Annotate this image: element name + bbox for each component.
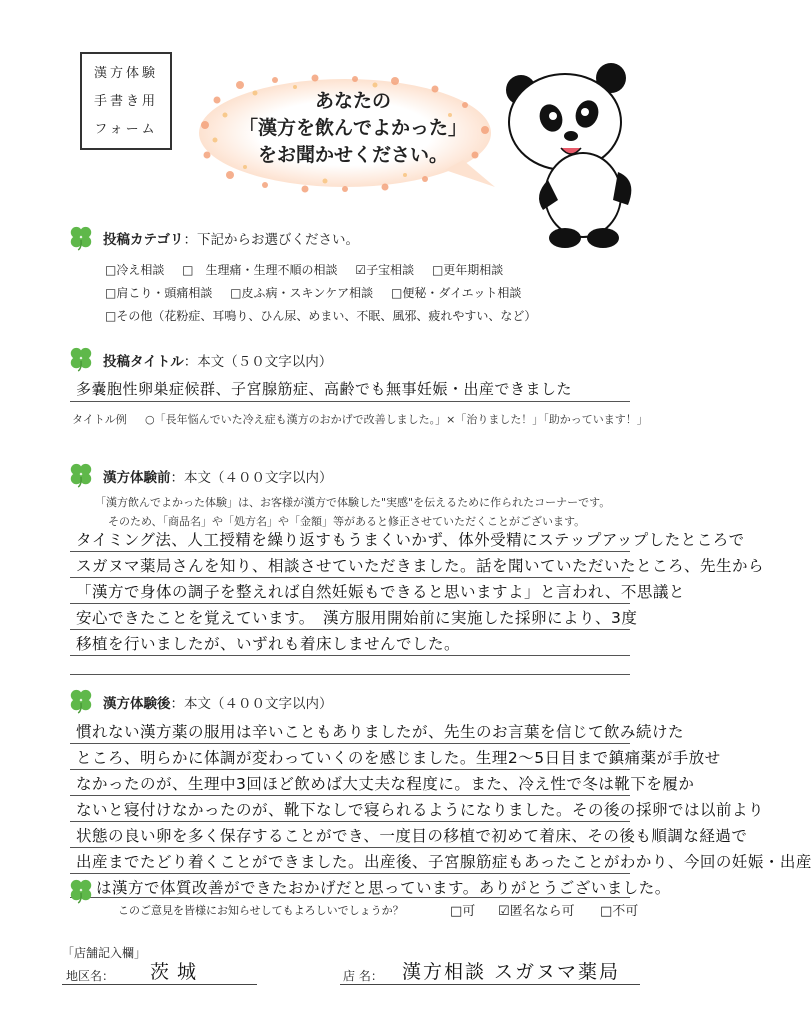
before-line-2: スガヌマ薬局さんを知り、相談させていただきました。話を聞いていただいたところ、先生から bbox=[76, 557, 765, 575]
after-line-1: 慣れない漢方薬の服用は辛いこともありましたが、先生のお言葉を信じて飲み続けた bbox=[76, 723, 685, 741]
post-title-title: 投稿タイトル bbox=[103, 354, 184, 370]
ruled-line bbox=[70, 769, 630, 770]
bubble-line-3: をお聞かせください。 bbox=[257, 144, 448, 166]
after-line-7: は漢方で体質改善ができたおかげだと思っています。ありがとうございました。 bbox=[96, 879, 671, 897]
before-note-1: 「漢方飲んでよかった体験」は、お客様が漢方で体験した"実感"を伝えるために作られたコーナーです。 bbox=[95, 496, 611, 509]
before-heading bbox=[103, 466, 333, 486]
ruled-line bbox=[70, 674, 630, 675]
ruled-line bbox=[70, 821, 630, 822]
before-title: 漢方体験前 bbox=[103, 470, 171, 486]
ruled-line bbox=[70, 873, 630, 874]
clover-icon bbox=[68, 878, 94, 904]
store-label: 店 名： bbox=[343, 969, 383, 983]
before-sub: ：本文（４００文字以内） bbox=[170, 470, 333, 486]
category-option-skin[interactable]: □皮ふ病・スキンケア相談 bbox=[230, 286, 374, 300]
post-title-handwritten[interactable]: 多嚢胞性卵巣症候群、子宮腺筋症、高齢でも無事妊娠・出産できました bbox=[76, 380, 573, 398]
category-heading bbox=[103, 228, 359, 248]
clover-icon bbox=[68, 462, 94, 488]
store-header: 「店舗記入欄」 bbox=[62, 946, 147, 960]
panda-mascot-icon bbox=[503, 60, 638, 250]
category-row-1 bbox=[105, 261, 517, 278]
area-value[interactable]: 茨城 bbox=[150, 961, 205, 983]
ruled-line bbox=[70, 551, 630, 552]
after-sub: ：本文（４００文字以内） bbox=[170, 696, 333, 712]
consent-option-no[interactable]: □不可 bbox=[600, 904, 639, 919]
bubble-text bbox=[218, 88, 488, 169]
before-line-1: タイミング法、人工授精を繰り返すもうまくいかず、体外受精にステップアップしたところで bbox=[76, 531, 745, 549]
ruled-line bbox=[70, 629, 630, 630]
bubble-line-2: 「漢方を飲んでよかった」 bbox=[238, 117, 467, 139]
before-line-3: 「漢方で身体の調子を整えれば自然妊娠もできると思いますよ」と言われ、不思議と bbox=[76, 583, 685, 601]
ruled-line bbox=[70, 847, 630, 848]
form-label-line-2: 手書き用 bbox=[93, 94, 158, 109]
category-option-fertility[interactable]: ☑子宝相談 bbox=[355, 263, 415, 277]
title-example-text: ○「長年悩んでいた冷え症も漢方のおかげで改善しました。」×「治りました！」「助かっています！」 bbox=[145, 413, 648, 426]
ruled-line bbox=[70, 897, 630, 898]
consent-option-anonymous[interactable]: ☑匿名なら可 bbox=[498, 904, 575, 919]
ruled-line bbox=[70, 655, 630, 656]
ruled-line bbox=[70, 743, 630, 744]
title-example-label: タイトル例 bbox=[72, 413, 127, 426]
category-row-3 bbox=[105, 307, 550, 324]
ruled-line bbox=[70, 795, 630, 796]
post-title-sub: ：本文（５０文字以内） bbox=[183, 354, 333, 370]
category-option-menstrual[interactable]: □ 生理痛・生理不順の相談 bbox=[182, 263, 338, 277]
form-label-box bbox=[80, 52, 172, 150]
bubble-line-1: あなたの bbox=[314, 90, 391, 112]
ruled-line bbox=[70, 603, 630, 604]
form-label-line-3: フォーム bbox=[94, 122, 158, 137]
area-label: 地区名： bbox=[66, 969, 115, 983]
area-underline bbox=[62, 984, 257, 985]
form-label-line-1: 漢方体験 bbox=[93, 66, 158, 81]
after-line-2: ところ、明らかに体調が変わっていくのを感じました。生理2～5日目まで鎮痛薬が手放せ bbox=[76, 749, 721, 767]
category-instruction: ：下記からお選びください。 bbox=[183, 232, 359, 248]
post-title-heading bbox=[103, 350, 332, 370]
before-line-4: 安心できたことを覚えています。 漢方服用開始前に実施した採卵により、3度 bbox=[76, 609, 638, 627]
after-heading bbox=[103, 692, 333, 712]
category-option-menopause[interactable]: □更年期相談 bbox=[431, 263, 504, 277]
category-option-other[interactable]: □その他（花粉症、耳鳴り、ひん尿、めまい、不眠、風邪、疲れやすい、など） bbox=[105, 309, 537, 323]
ruled-line bbox=[70, 401, 630, 402]
store-underline bbox=[340, 984, 640, 985]
consent-option-yes[interactable]: □可 bbox=[450, 904, 476, 919]
clover-icon bbox=[68, 688, 94, 714]
after-line-6: 出産までたどり着くことができました。出産後、子宮腺筋症もあったことがわかり、今回の妊娠・出産 bbox=[76, 853, 812, 871]
clover-icon bbox=[68, 346, 94, 372]
category-option-shoulder[interactable]: □肩こり・頭痛相談 bbox=[105, 286, 213, 300]
before-line-5: 移植を行いましたが、いずれも着床しませんでした。 bbox=[76, 635, 461, 653]
before-note-2: そのため、「商品名」や「処方名」や「金額」等があると修正させていただくことがございます。 bbox=[108, 515, 586, 528]
category-row-2 bbox=[105, 284, 535, 301]
store-value[interactable]: 漢方相談 スガヌマ薬局 bbox=[402, 961, 621, 983]
after-line-3: なかったのが、生理中3回ほど飲めば大丈夫な程度に。また、冷え性で冬は靴下を履か bbox=[76, 775, 695, 793]
clover-icon bbox=[68, 225, 94, 251]
category-option-chill[interactable]: □冷え相談 bbox=[105, 263, 165, 277]
after-line-5: 状態の良い卵を多く保存することができ、一度目の移植で初めて着床、その後も順調な経過で bbox=[76, 827, 748, 845]
category-option-constipation[interactable]: □便秘・ダイエット相談 bbox=[390, 286, 522, 300]
after-title: 漢方体験後 bbox=[103, 696, 171, 712]
consent-question: このご意見を皆様にお知らせしてもよろしいでしょうか？ bbox=[118, 904, 404, 917]
category-title: 投稿カテゴリ bbox=[103, 232, 184, 248]
ruled-line bbox=[70, 577, 630, 578]
after-line-4: ないと寝付けなかったのが、靴下なしで寝られるようになりました。その後の採卵では以前より bbox=[76, 801, 765, 819]
